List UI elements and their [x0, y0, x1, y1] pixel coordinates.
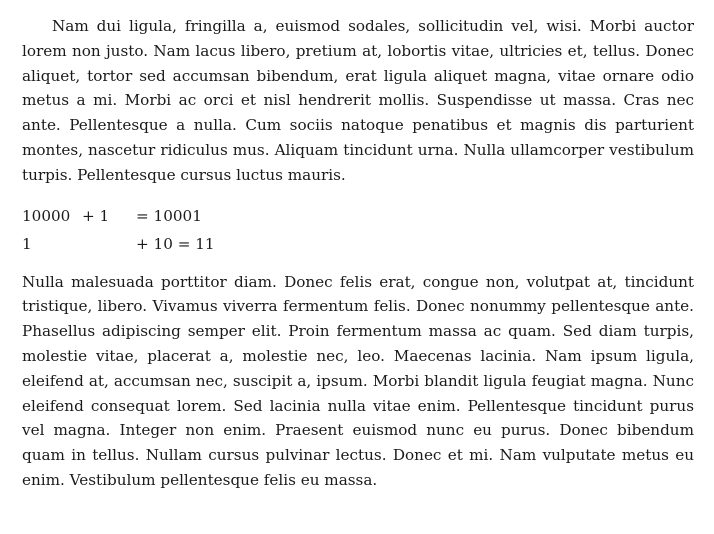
equation-1-op: + 1 [82, 206, 110, 225]
equation-row-2 [22, 230, 694, 258]
equation-1-lhs: 10000 [22, 206, 71, 225]
document-page [22, 14, 694, 493]
equation-2-lhs: 1 [22, 234, 32, 253]
paragraph-2: Nulla malesuada porttitor diam. Donec felis erat, congue non, volutpat at, tincidunt tristique, libero. Vivamus viverra fermentum felis. Donec nonummy pellentesque ante. Phasellus adipiscing semper elit. Proin fermentum massa ac quam. Sed diam turpis, molestie vitae, placerat a, molestie nec, leo. Maecenas lacinia. Nam ipsum ligula, eleifend at, accumsan nec, suscipit a, ipsum. Morbi blandit ligula feugiat magna. Nunc eleifend consequat lorem. Sed lacinia nulla vitae enim. Pellentesque tincidunt purus vel magna. Integer non enim. Praesent euismod nunc eu purus. Donec bibendum quam in tellus. Nullam cursus pulvinar lectus. Donec et mi. Nam vulputate metus eu enim. Vestibulum pellentesque felis eu massa. [22, 272, 694, 489]
equation-2-rest: + 10 = 11 [136, 234, 215, 253]
equation-block [22, 202, 694, 258]
equation-1-rest: = 10001 [136, 206, 202, 225]
equation-row-1 [22, 202, 694, 230]
paragraph-1: Nam dui ligula, fringilla a, euismod sodales, sollicitudin vel, wisi. Morbi auctor lorem non justo. Nam lacus libero, pretium at, lobortis vitae, ultricies et, tellus. Donec aliquet, tortor sed accumsan bibendum, erat ligula aliquet magna, vitae ornare odio metus a mi. Morbi ac orci et nisl hendrerit mollis. Suspendisse ut massa. Cras nec ante. Pellentesque a nulla. Cum sociis natoque penatibus et magnis dis parturient montes, nascetur ridiculus mus. Aliquam tincidunt urna. Nulla ullamcorper vestibulum turpis. Pellentesque cursus luctus mauris. [22, 17, 694, 184]
